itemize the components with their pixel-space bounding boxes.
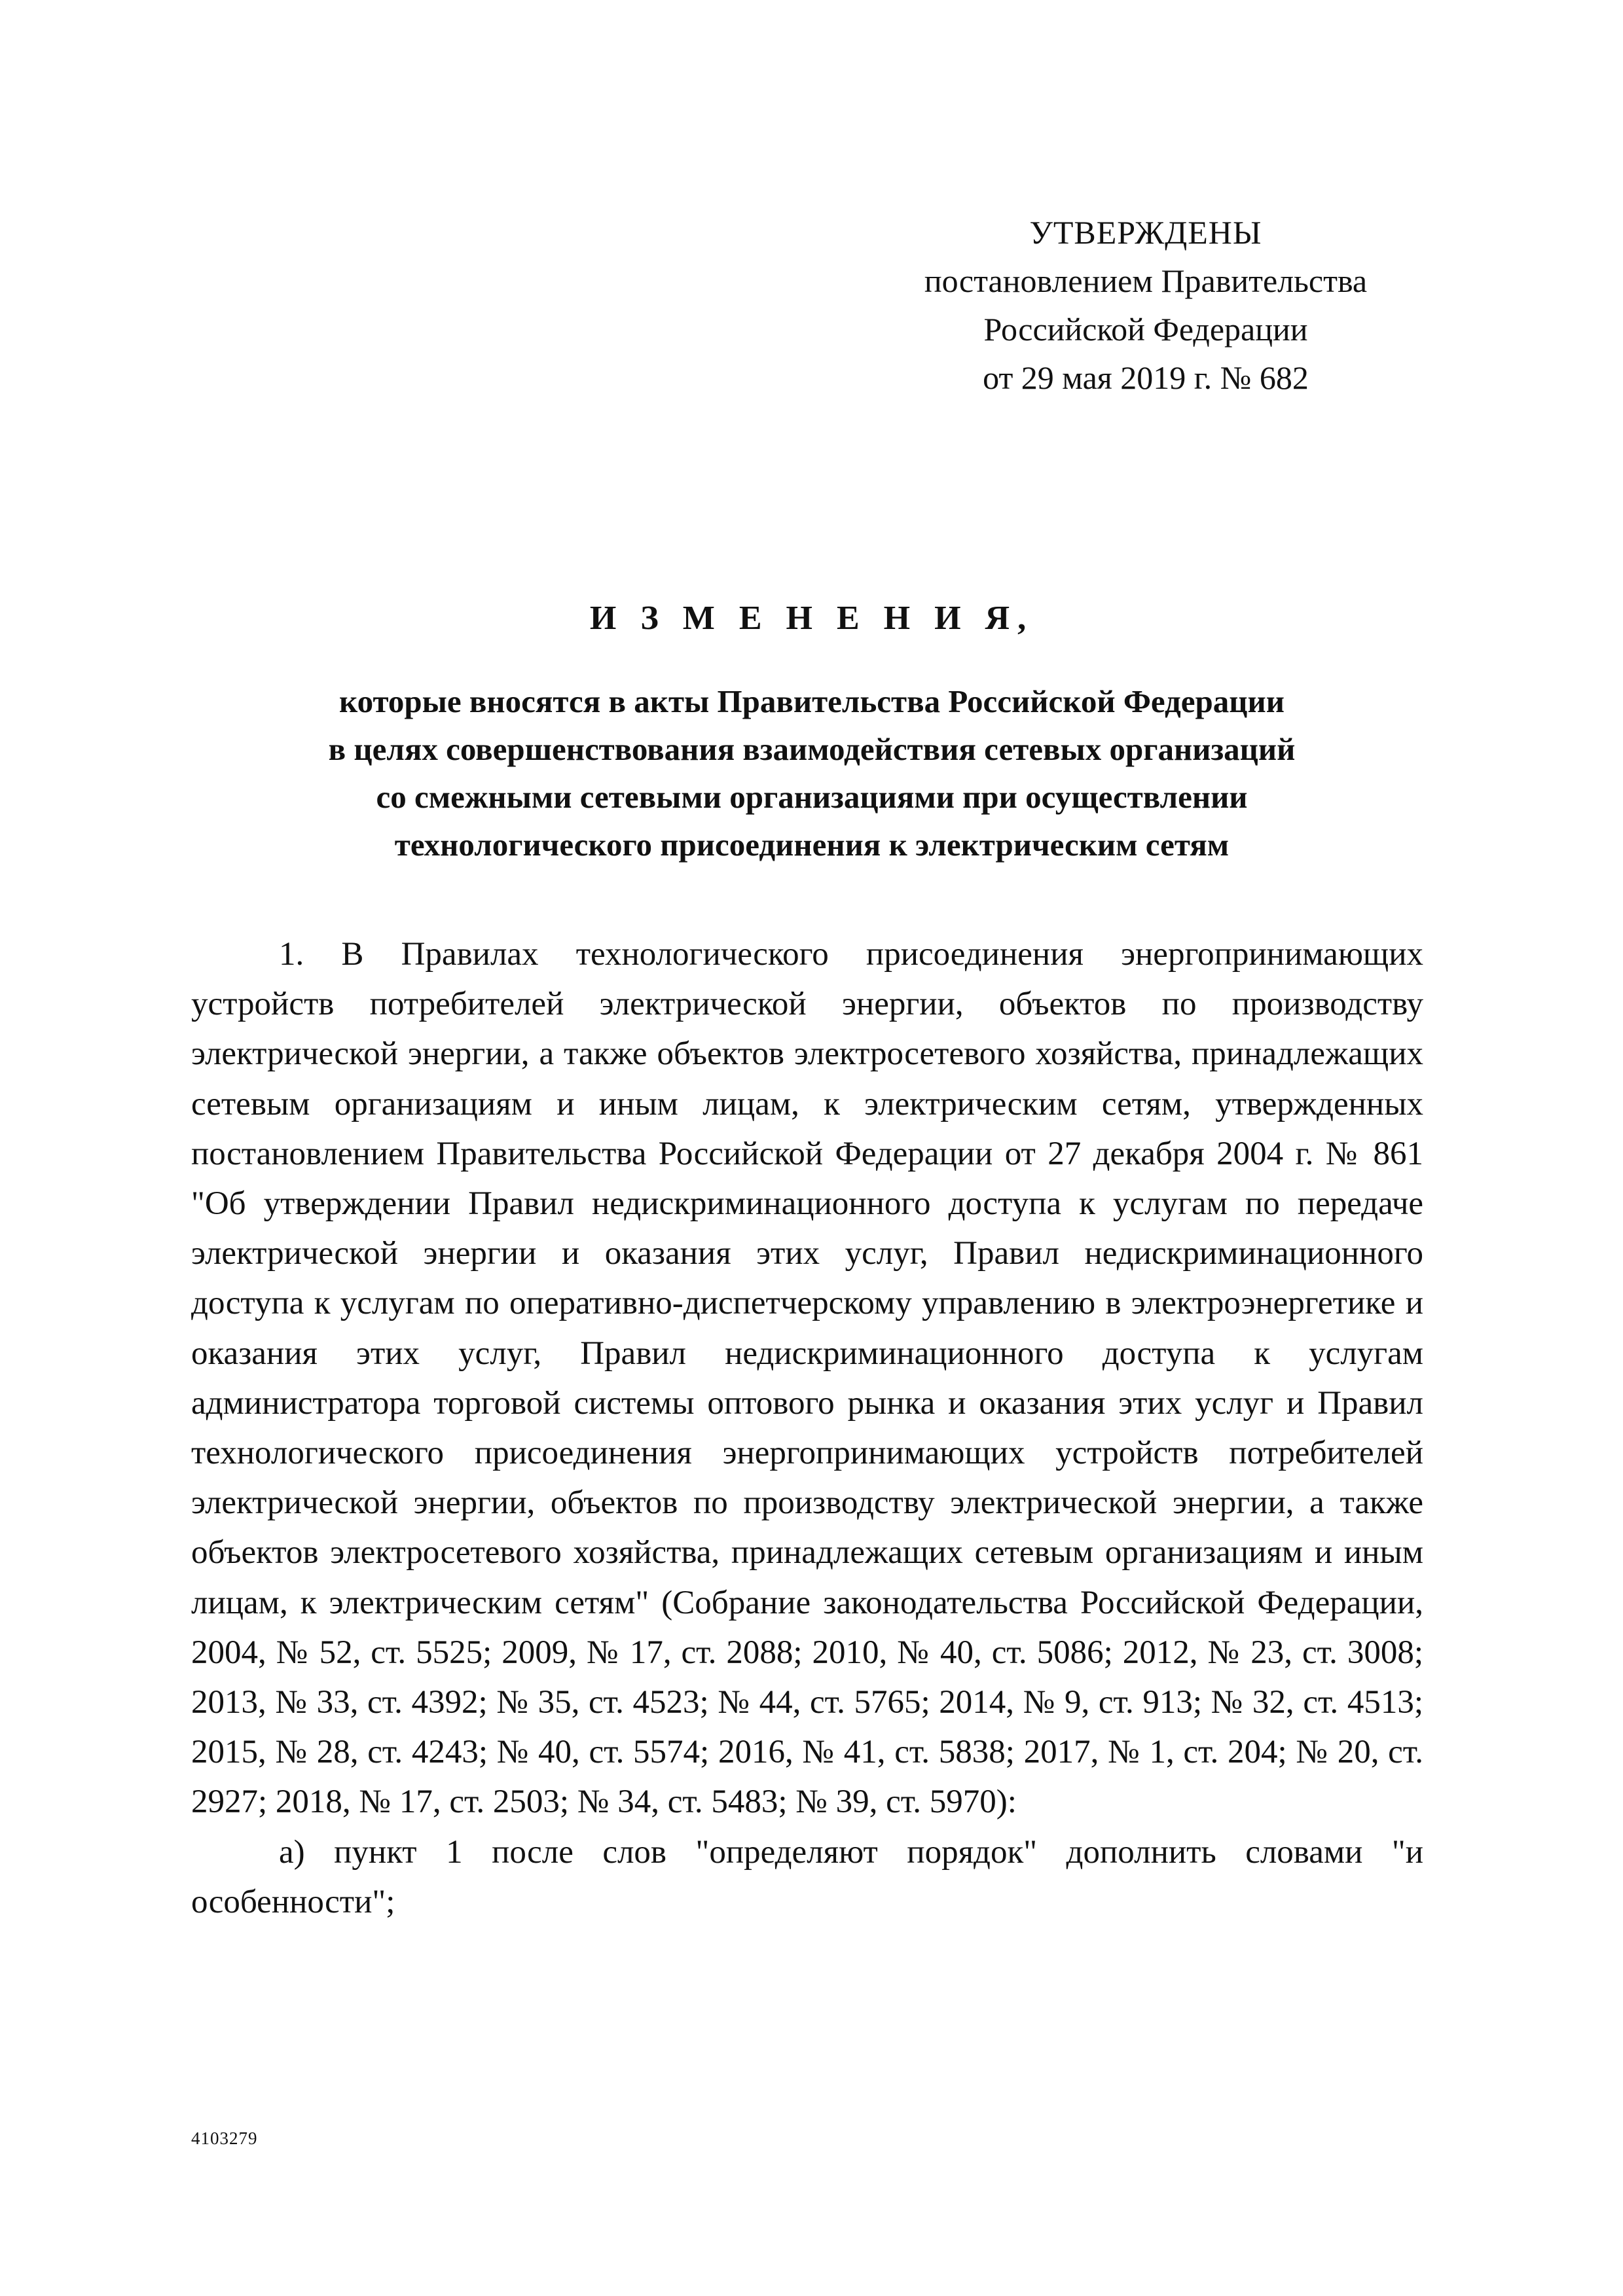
approval-line: Российской Федерации (983, 311, 1308, 348)
subtitle-line: которые вносятся в акты Правительства Российской Федерации (339, 683, 1285, 719)
body-paragraph-2: а) пункт 1 после слов "определяют порядок" дополнить словами "и особенности"; (191, 1833, 1423, 1920)
document-body (191, 929, 1423, 1927)
subtitle-line: в целях совершенствования взаимодействия сетевых организаций (328, 731, 1296, 767)
document-code: 4103279 (191, 2128, 258, 2148)
body-paragraph-1: 1. В Правилах технологического присоединения энергопринимающих устройств потребителей электрической энергии, объектов по производству электрической энергии, а также объектов электросетевого хозяйства, принадлежащих сетевым организациям и иным лицам, к электрическим сетям, утвержденных постановлением Правительства Российской Федерации от 27 декабря 2004 г. № 861 "Об утверждении Правил недискриминационного доступа к услугам по передаче электрической энергии и оказания этих услуг, Правил недискриминационного доступа к услугам по оперативно-диспетчерскому управлению в электроэнергетике и оказания этих услуг, Правил недискриминационного доступа к услугам администратора торговой системы оптового рынка и оказания этих услуг и Правил технологического присоединения энергопринимающих устройств потребителей электрической энергии, объектов по производству электрической энергии, а также объектов электросетевого хозяйства, принадлежащих сетевым организациям и иным лицам, к электрическим сетям" (Собрание законодательства Российской Федерации, 2004, № 52, ст. 5525; 2009, № 17, ст. 2088; 2010, № 40, ст. 5086; 2012, № 23, ст. 3008; 2013, № 33, ст. 4392; № 35, ст. 4523; № 44, ст. 5765; 2014, № 9, ст. 913; № 32, ст. 4513; 2015, № 28, ст. 4243; № 40, ст. 5574; 2016, № 41, ст. 5838; 2017, № 1, ст. 204; № 20, ст. 2927; 2018, № 17, ст. 2503; № 34, ст. 5483; № 39, ст. 5970): (191, 936, 1423, 1821)
approval-line: постановлением Правительства (924, 262, 1368, 299)
subtitle-line: со смежными сетевыми организациями при осуществлении (376, 779, 1248, 815)
approval-stamp (851, 208, 1440, 402)
document-subtitle (183, 677, 1440, 869)
document-title-block (183, 592, 1440, 869)
approval-heading: УТВЕРЖДЕНЫ (1029, 214, 1262, 251)
subtitle-line: технологического присоединения к электрическим сетям (394, 827, 1230, 863)
approval-date-number: от 29 мая 2019 г. № 682 (983, 359, 1309, 396)
document-title: И З М Е Н Е Н И Я, (589, 600, 1034, 637)
